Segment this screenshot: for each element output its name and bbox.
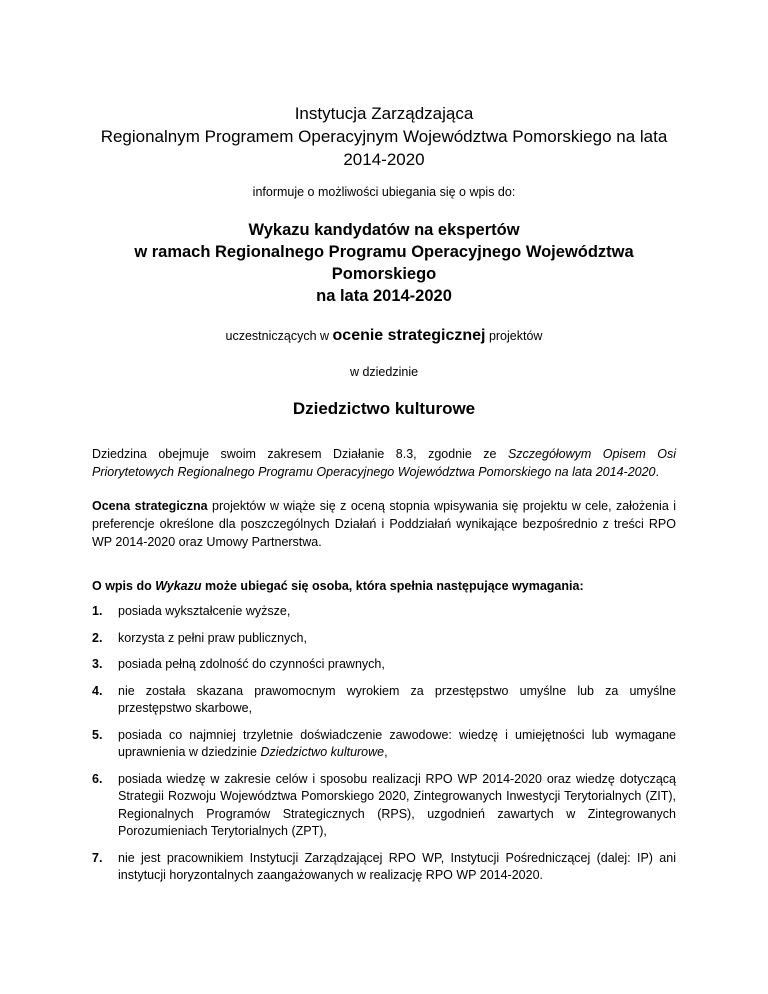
list-item-text: nie została skazana prawomocnym wyrokiem za przestępstwo umyślne lub za umyślne przestępstwo skarbowe, [118,683,676,715]
wykaz-line-3: na lata 2014-2020 [316,287,452,305]
req-heading-italic: Wykazu [155,579,202,593]
list-item-text-italic: Dziedzictwo kulturowe [260,745,385,759]
institution-header [92,102,676,171]
strategic-assessment-text: projektów w wiąże się z oceną stopnia wpisywania się projektu w cele, założenia i preferencje określone dla poszczególnych Działań i Poddziałań wynikające bezpośrednio z treści RPO WP 2014-2020 oraz Umowy Partnerstwa. [92,499,676,549]
list-item-text: posiada wiedzę w zakresie celów i sposobu realizacji RPO WP 2014-2020 oraz wiedzę dotyczącą Strategii Rozwoju Województwa Pomorskiego 2020, Zintegrowanych Inwestycji Terytorialnych (ZIT), Regionalnych Programów Strategicznych (RPS), uzgodnień zawartych w Zintegrowanych Porozumieniach Terytorialnych (ZPT), [118,771,676,838]
list-item-number: 3. [92,657,103,671]
strategic-assessment-paragraph [92,497,676,551]
scope-document-title: Szczegółowym Opisem Osi Priorytetowych Regionalnego Programu Operacyjnego Województwa Pomorskiego na lata 2014-2020 [92,447,676,479]
scope-suffix: . [655,465,659,479]
participation-prefix: uczestniczących w [225,329,333,343]
header-line-1: Instytucja Zarządzająca [294,104,474,123]
list-item-number: 1. [92,604,103,618]
list-item-text [118,727,676,762]
document-content [92,86,676,894]
list-item-text-suffix: , [384,745,388,759]
header-line-3: 2014-2020 [343,150,425,169]
requirements-list [92,603,676,885]
req-heading-prefix: O wpis do [92,579,156,593]
wykaz-title [92,219,676,307]
req-heading-suffix: może ubiegać się osoba, która spełnia następujące wymagania: [201,579,584,593]
strategic-assessment-term: Ocena strategiczna [92,499,208,513]
list-item [92,727,676,762]
list-item-number: 6. [92,771,103,786]
in-domain-label: w dziedzinie [349,365,419,379]
list-item-text: posiada pełną zdolność do czynności prawnych, [118,657,385,671]
participation-emphasis: ocenie strategicznej [332,327,486,344]
wykaz-line-2: w ramach Regionalnego Programu Operacyjnego Województwa Pomorskiego [134,243,634,283]
inform-text: informuje o możliwości ubiegania się o wpis do: [252,185,516,199]
list-item [92,683,676,718]
list-item-text: posiada wykształcenie wyższe, [118,604,291,618]
list-item-number: 7. [92,850,103,865]
header-line-2: Regionalnym Programem Operacyjnym Województwa Pomorskiego na lata [100,127,668,146]
list-item [92,630,676,648]
list-item-number: 4. [92,683,103,698]
domain-scope-paragraph [92,445,676,481]
list-item [92,656,676,674]
list-item-text: nie jest pracownikiem Instytucji Zarządzającej RPO WP, Instytucji Pośredniczącej (dalej: IP) ani instytucji horyzontalnych zaangażowanych w realizację RPO WP 2014-2020. [118,850,676,882]
participation-suffix: projektów [485,329,543,343]
scope-prefix: Dziedzina obejmuje swoim zakresem Działanie 8.3, zgodnie ze [92,447,508,461]
wykaz-line-1: Wykazu kandydatów na ekspertów [248,221,520,239]
domain-title: Dziedzictwo kulturowe [292,399,476,418]
list-item-text-main: posiada co najmniej trzyletnie doświadczenie zawodowe: wiedzę i umiejętności lub wymagane uprawnienia w dziedzinie [118,727,676,759]
requirements-heading [92,579,676,593]
participation-line [92,327,676,345]
list-item [92,603,676,621]
list-item-number: 2. [92,630,103,645]
list-item-number: 5. [92,727,103,742]
list-item [92,850,676,885]
list-item [92,771,676,841]
list-item-text: korzysta z pełni praw publicznych, [118,630,307,645]
